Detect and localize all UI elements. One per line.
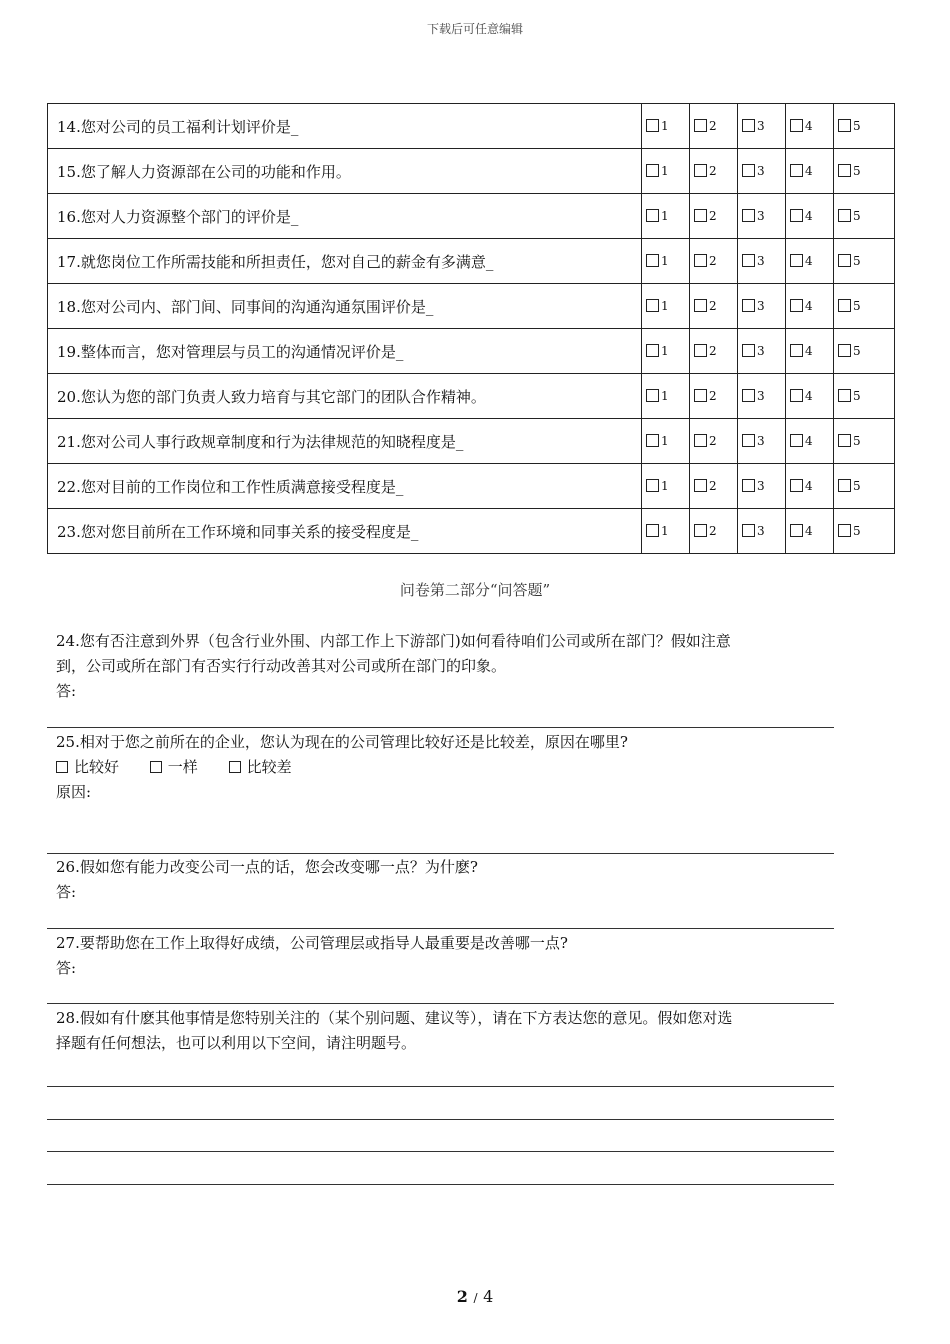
rating-row <box>48 149 895 194</box>
answer-line-28-4[interactable] <box>47 1184 834 1185</box>
rating-option-label: 4 <box>805 299 813 313</box>
rating-option-label: 2 <box>709 344 717 358</box>
rating-option-label: 4 <box>805 434 813 448</box>
rating-option-label: 2 <box>709 524 717 538</box>
question-25 <box>56 730 836 805</box>
rating-option-2[interactable] <box>690 104 738 149</box>
rating-option-4[interactable] <box>786 509 834 554</box>
checkbox-icon[interactable] <box>646 524 659 537</box>
rating-option-5[interactable] <box>834 374 895 419</box>
answer-line-27[interactable] <box>47 1003 834 1004</box>
question-25-reason-label: 原因: <box>56 783 92 801</box>
question-28-line1: 28.假如有什麽其他事情是您特别关注的（某个别问题、建议等），请在下方表达您的意见。假如您对选 <box>56 1009 733 1027</box>
rating-option-label: 3 <box>757 119 765 133</box>
answer-line-28-1[interactable] <box>47 1086 834 1087</box>
rating-option-label: 1 <box>661 164 669 178</box>
rating-option-label: 1 <box>661 389 669 403</box>
rating-option-2[interactable] <box>690 374 738 419</box>
checkbox-icon[interactable] <box>694 344 707 357</box>
rating-table <box>47 103 895 554</box>
rating-option-1[interactable] <box>642 419 690 464</box>
question-24 <box>56 629 836 704</box>
rating-option-1[interactable] <box>642 239 690 284</box>
rating-option-label: 3 <box>757 254 765 268</box>
answer-line-26[interactable] <box>47 928 834 929</box>
rating-option-5[interactable] <box>834 284 895 329</box>
question-25-choices <box>56 755 836 780</box>
rating-option-label: 4 <box>805 164 813 178</box>
checkbox-icon[interactable] <box>838 299 851 312</box>
checkbox-icon[interactable] <box>694 434 707 447</box>
rating-option-label: 1 <box>661 479 669 493</box>
question-27 <box>56 931 836 981</box>
rating-row <box>48 104 895 149</box>
checkbox-icon[interactable] <box>790 344 803 357</box>
current-page: 2 <box>456 1287 468 1306</box>
question-26-answer-label: 答: <box>56 883 77 901</box>
checkbox-icon[interactable] <box>646 119 659 132</box>
rating-option-label: 1 <box>661 344 669 358</box>
checkbox-icon[interactable] <box>838 344 851 357</box>
part2-title: 问卷第二部分“问答题” <box>399 581 551 599</box>
rating-option-5[interactable] <box>834 194 895 239</box>
answer-line-28-3[interactable] <box>47 1151 834 1152</box>
rating-option-label: 2 <box>709 479 717 493</box>
rating-question: 23.您对您目前所在工作环境和同事关系的接受程度是_ <box>48 509 642 554</box>
rating-row <box>48 509 895 554</box>
question-24-line2: 到，公司或所在部门有否实行行动改善其对公司或所在部门的印象。 <box>56 657 507 675</box>
question-25-text: 25.相对于您之前所在的企业，您认为现在的公司管理比较好还是比较差，原因在哪里? <box>56 733 628 751</box>
rating-option-2[interactable] <box>690 284 738 329</box>
rating-option-label: 2 <box>709 254 717 268</box>
question-26-text: 26.假如您有能力改变公司一点的话，您会改变哪一点？为什麽? <box>56 858 478 876</box>
checkbox-icon[interactable] <box>838 479 851 492</box>
rating-option-label: 1 <box>661 119 669 133</box>
rating-option-3[interactable] <box>738 284 786 329</box>
rating-option-2[interactable] <box>690 509 738 554</box>
choice-worse[interactable]: 比较差 <box>229 758 292 776</box>
question-27-answer-label: 答: <box>56 959 77 977</box>
checkbox-icon[interactable] <box>646 299 659 312</box>
checkbox-icon[interactable] <box>694 119 707 132</box>
checkbox-icon[interactable] <box>742 524 755 537</box>
total-pages: 4 <box>483 1287 494 1306</box>
rating-option-2[interactable] <box>690 149 738 194</box>
choice-same[interactable]: 一样 <box>150 758 198 776</box>
rating-option-label: 3 <box>757 524 765 538</box>
rating-option-label: 5 <box>853 434 861 448</box>
page-separator: / <box>473 1291 478 1305</box>
rating-question: 21.您对公司人事行政规章制度和行为法律规范的知晓程度是_ <box>48 419 642 464</box>
rating-option-label: 5 <box>853 209 861 223</box>
rating-option-label: 2 <box>709 299 717 313</box>
checkbox-icon[interactable] <box>694 164 707 177</box>
rating-question: 17.就您岗位工作所需技能和所担责任，您对自己的薪金有多满意_ <box>48 239 642 284</box>
question-26 <box>56 855 836 905</box>
rating-option-label: 2 <box>709 434 717 448</box>
rating-option-4[interactable] <box>786 284 834 329</box>
rating-option-4[interactable] <box>786 104 834 149</box>
rating-option-2[interactable] <box>690 239 738 284</box>
checkbox-icon[interactable] <box>742 479 755 492</box>
checkbox-icon[interactable] <box>646 389 659 402</box>
checkbox-icon[interactable] <box>742 209 755 222</box>
checkbox-icon[interactable] <box>742 299 755 312</box>
rating-option-label: 4 <box>805 524 813 538</box>
rating-option-1[interactable] <box>642 329 690 374</box>
rating-question: 20.您认为您的部门负责人致力培育与其它部门的团队合作精神。 <box>48 374 642 419</box>
rating-row <box>48 194 895 239</box>
rating-question: 15.您了解人力资源部在公司的功能和作用。 <box>48 149 642 194</box>
rating-option-4[interactable] <box>786 149 834 194</box>
rating-question: 18.您对公司内、部门间、同事间的沟通沟通氛围评价是_ <box>48 284 642 329</box>
answer-line-24[interactable] <box>47 727 834 728</box>
rating-option-4[interactable] <box>786 194 834 239</box>
checkbox-icon[interactable] <box>229 761 241 773</box>
rating-option-5[interactable] <box>834 329 895 374</box>
rating-option-label: 1 <box>661 299 669 313</box>
rating-option-label: 3 <box>757 479 765 493</box>
checkbox-icon[interactable] <box>790 119 803 132</box>
checkbox-icon[interactable] <box>742 389 755 402</box>
rating-option-1[interactable] <box>642 464 690 509</box>
rating-option-label: 3 <box>757 299 765 313</box>
checkbox-icon[interactable] <box>838 389 851 402</box>
rating-option-label: 1 <box>661 434 669 448</box>
checkbox-icon[interactable] <box>742 119 755 132</box>
question-27-text: 27.要帮助您在工作上取得好成绩，公司管理层或指导人最重要是改善哪一点? <box>56 934 568 952</box>
rating-option-2[interactable] <box>690 329 738 374</box>
rating-question: 19.整体而言，您对管理层与员工的沟通情况评价是_ <box>48 329 642 374</box>
checkbox-icon[interactable] <box>838 254 851 267</box>
rating-option-label: 1 <box>661 209 669 223</box>
rating-row <box>48 239 895 284</box>
rating-option-label: 3 <box>757 344 765 358</box>
question-24-line1: 24.您有否注意到外界（包含行业外围、内部工作上下游部门)如何看待咱们公司或所在部门？假如注意 <box>56 632 731 650</box>
rating-option-label: 4 <box>805 254 813 268</box>
checkbox-icon[interactable] <box>790 434 803 447</box>
checkbox-icon[interactable] <box>838 209 851 222</box>
checkbox-icon[interactable] <box>646 209 659 222</box>
checkbox-icon[interactable] <box>694 299 707 312</box>
rating-option-3[interactable] <box>738 329 786 374</box>
rating-row <box>48 419 895 464</box>
rating-option-5[interactable] <box>834 149 895 194</box>
rating-option-label: 4 <box>805 209 813 223</box>
checkbox-icon[interactable] <box>790 299 803 312</box>
page-number <box>0 1287 950 1306</box>
checkbox-icon[interactable] <box>742 434 755 447</box>
checkbox-icon[interactable] <box>838 164 851 177</box>
rating-option-1[interactable] <box>642 284 690 329</box>
question-28-line2: 择题有任何想法，也可以利用以下空间，请注明题号。 <box>56 1034 417 1052</box>
checkbox-icon[interactable] <box>742 344 755 357</box>
rating-option-3[interactable] <box>738 239 786 284</box>
rating-option-5[interactable] <box>834 239 895 284</box>
rating-option-label: 2 <box>709 119 717 133</box>
rating-question: 22.您对目前的工作岗位和工作性质满意接受程度是_ <box>48 464 642 509</box>
rating-option-label: 3 <box>757 209 765 223</box>
checkbox-icon[interactable] <box>694 389 707 402</box>
rating-option-3[interactable] <box>738 104 786 149</box>
checkbox-icon[interactable] <box>742 164 755 177</box>
rating-option-3[interactable] <box>738 149 786 194</box>
rating-row <box>48 329 895 374</box>
rating-option-label: 1 <box>661 524 669 538</box>
rating-option-1[interactable] <box>642 509 690 554</box>
checkbox-icon[interactable] <box>838 119 851 132</box>
question-28 <box>56 1006 836 1056</box>
choice-better[interactable]: 比较好 <box>56 758 119 776</box>
checkbox-icon[interactable] <box>694 524 707 537</box>
rating-option-4[interactable] <box>786 374 834 419</box>
rating-option-label: 5 <box>853 524 861 538</box>
rating-option-2[interactable] <box>690 419 738 464</box>
rating-option-label: 4 <box>805 344 813 358</box>
rating-option-label: 2 <box>709 209 717 223</box>
checkbox-icon[interactable] <box>790 524 803 537</box>
checkbox-icon[interactable] <box>694 254 707 267</box>
rating-option-1[interactable] <box>642 194 690 239</box>
rating-option-5[interactable] <box>834 509 895 554</box>
rating-option-label: 5 <box>853 389 861 403</box>
rating-option-1[interactable] <box>642 104 690 149</box>
rating-option-label: 2 <box>709 389 717 403</box>
rating-option-label: 2 <box>709 164 717 178</box>
rating-option-3[interactable] <box>738 419 786 464</box>
rating-option-label: 3 <box>757 389 765 403</box>
checkbox-icon[interactable] <box>56 761 68 773</box>
checkbox-icon[interactable] <box>694 209 707 222</box>
answer-line-25[interactable] <box>47 853 834 854</box>
rating-option-4[interactable] <box>786 419 834 464</box>
checkbox-icon[interactable] <box>790 479 803 492</box>
checkbox-icon[interactable] <box>790 164 803 177</box>
rating-option-label: 5 <box>853 119 861 133</box>
rating-option-3[interactable] <box>738 464 786 509</box>
rating-option-label: 5 <box>853 479 861 493</box>
rating-option-5[interactable] <box>834 464 895 509</box>
checkbox-icon[interactable] <box>646 164 659 177</box>
rating-option-4[interactable] <box>786 464 834 509</box>
rating-row <box>48 284 895 329</box>
rating-option-label: 3 <box>757 164 765 178</box>
question-24-answer-label: 答: <box>56 682 77 700</box>
rating-option-label: 1 <box>661 254 669 268</box>
rating-option-3[interactable] <box>738 374 786 419</box>
page-header: 下载后可任意编辑 <box>426 22 523 36</box>
rating-option-3[interactable] <box>738 194 786 239</box>
checkbox-icon[interactable] <box>790 209 803 222</box>
rating-option-5[interactable] <box>834 104 895 149</box>
rating-option-label: 3 <box>757 434 765 448</box>
checkbox-icon[interactable] <box>646 344 659 357</box>
rating-option-label: 4 <box>805 119 813 133</box>
checkbox-icon[interactable] <box>646 434 659 447</box>
rating-option-2[interactable] <box>690 194 738 239</box>
checkbox-icon[interactable] <box>742 254 755 267</box>
rating-option-label: 5 <box>853 344 861 358</box>
rating-option-label: 5 <box>853 164 861 178</box>
checkbox-icon[interactable] <box>646 254 659 267</box>
rating-option-label: 4 <box>805 479 813 493</box>
rating-option-2[interactable] <box>690 464 738 509</box>
rating-row <box>48 464 895 509</box>
rating-option-3[interactable] <box>738 509 786 554</box>
rating-option-1[interactable] <box>642 374 690 419</box>
rating-option-label: 5 <box>853 254 861 268</box>
rating-option-5[interactable] <box>834 419 895 464</box>
rating-question: 14.您对公司的员工福利计划评价是_ <box>48 104 642 149</box>
checkbox-icon[interactable] <box>838 524 851 537</box>
checkbox-icon[interactable] <box>790 254 803 267</box>
checkbox-icon[interactable] <box>838 434 851 447</box>
rating-question: 16.您对人力资源整个部门的评价是_ <box>48 194 642 239</box>
rating-option-1[interactable] <box>642 149 690 194</box>
rating-row <box>48 374 895 419</box>
rating-option-4[interactable] <box>786 329 834 374</box>
checkbox-icon[interactable] <box>790 389 803 402</box>
checkbox-icon[interactable] <box>646 479 659 492</box>
checkbox-icon[interactable] <box>694 479 707 492</box>
checkbox-icon[interactable] <box>150 761 162 773</box>
rating-option-label: 5 <box>853 299 861 313</box>
rating-option-4[interactable] <box>786 239 834 284</box>
answer-line-28-2[interactable] <box>47 1119 834 1120</box>
rating-option-label: 4 <box>805 389 813 403</box>
